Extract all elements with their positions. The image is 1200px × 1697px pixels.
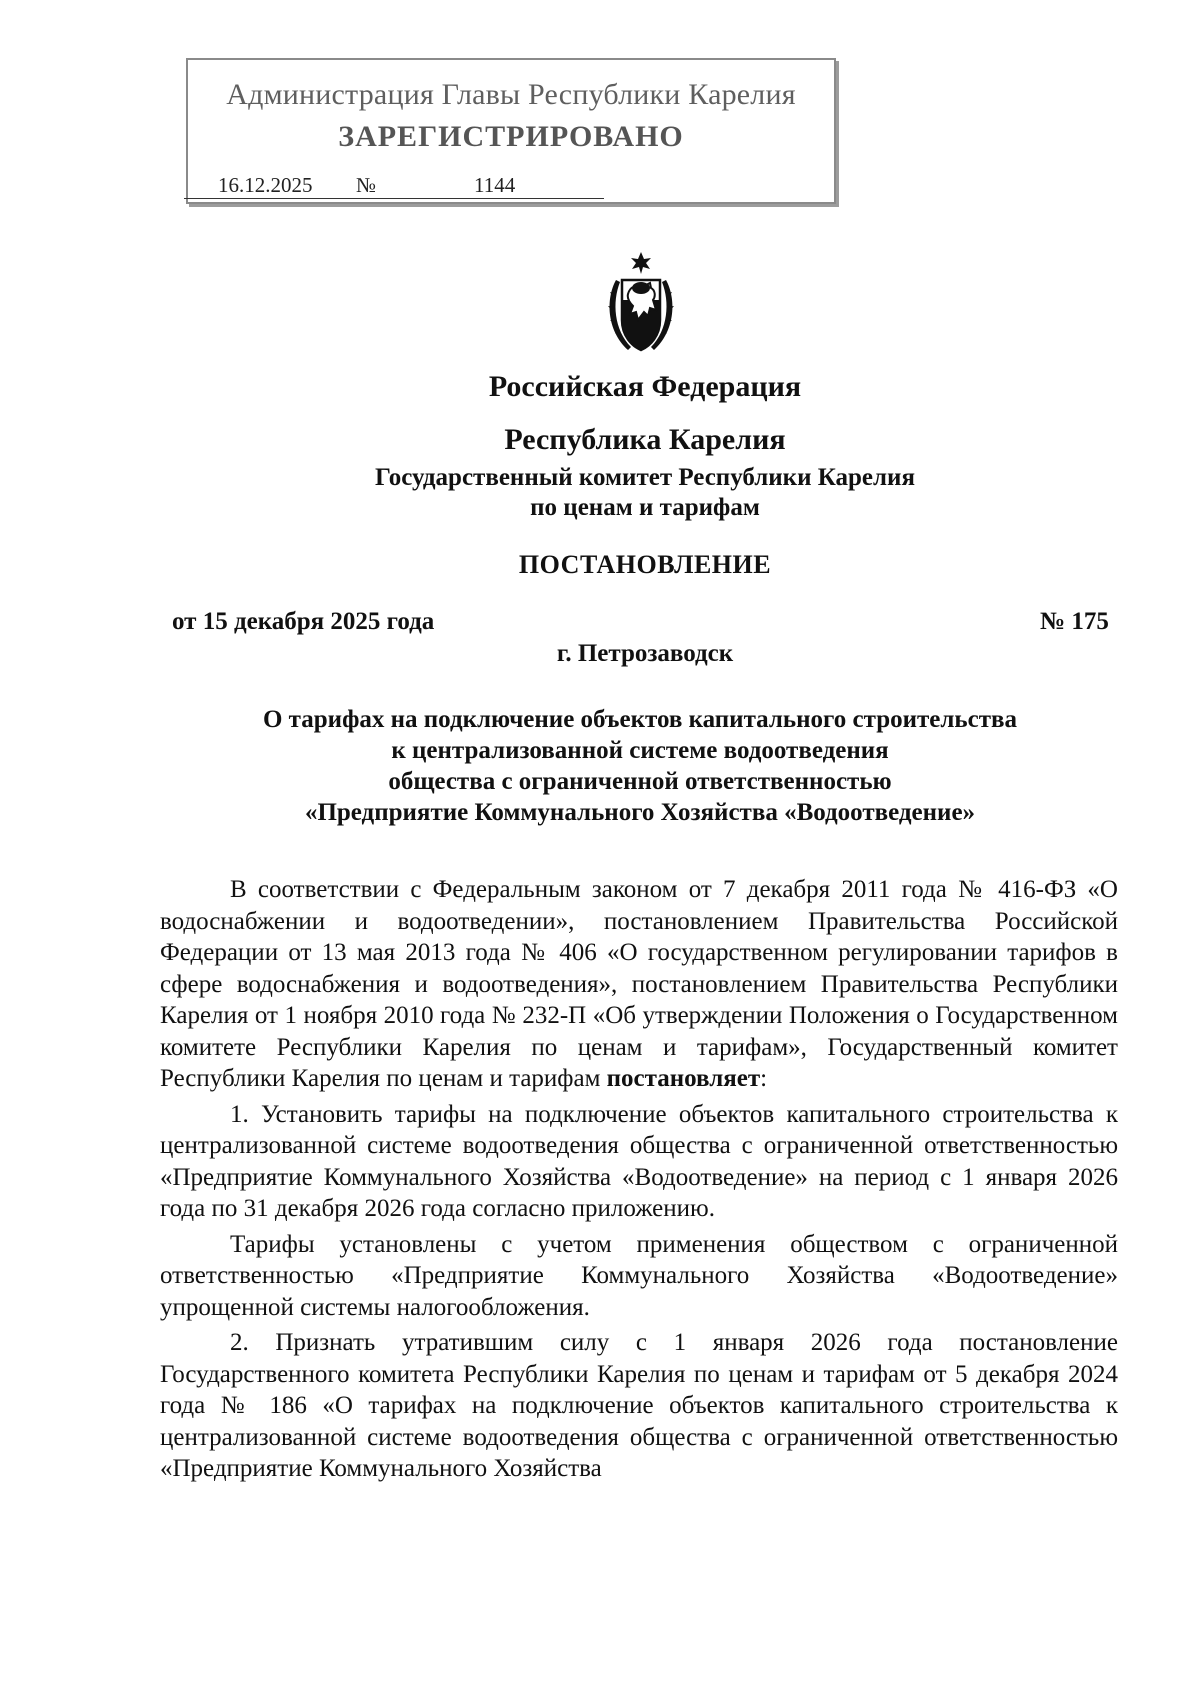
- stamp-number-sign: №: [356, 173, 377, 197]
- coat-of-arms-icon: [598, 250, 684, 362]
- stamp-status: ЗАРЕГИСТРИРОВАНО: [338, 120, 684, 153]
- country-heading: Российская Федерация: [488, 370, 802, 403]
- preamble-paragraph: [160, 874, 1118, 1095]
- resolution-keyword: постановляет: [606, 1065, 761, 1092]
- document-type: ПОСТАНОВЛЕНИЕ: [518, 550, 772, 579]
- stamp-date: 16.12.2025: [218, 173, 313, 197]
- republic-heading: Республика Карелия: [504, 423, 786, 456]
- stamp-number: 1144: [474, 173, 516, 197]
- document-title: [160, 704, 1120, 828]
- document-date: от 15 декабря 2025 года: [172, 608, 435, 635]
- title-line: к централизованной системе водоотведения: [391, 737, 889, 764]
- committee-heading-line1: Государственный комитет Республики Карелия: [375, 464, 915, 491]
- document-body: [160, 874, 1118, 1485]
- registration-stamp: [186, 58, 836, 204]
- item-1-note-paragraph: Тарифы установлены с учетом применения обществом с ограниченной ответственностью «Предприятие Коммунального Хозяйства «Водоотведение» упрощенной системы налогообложения.: [160, 1230, 1118, 1321]
- title-line: О тарифах на подключение объектов капитального строительства: [262, 706, 1018, 733]
- stamp-organization: Администрация Главы Республики Карелия: [226, 78, 796, 111]
- title-line: общества с ограниченной ответственностью: [388, 768, 892, 795]
- document-number: № 175: [1040, 608, 1109, 635]
- preamble-text: В соответствии с Федеральным законом от 7 декабря 2011 года № 416-ФЗ «О водоснабжении и водоотведении», постановлением Правительства Российской Федерации от 13 мая 2013 года № 406 «О государственном регулировании тарифов в сфере водоснабжения и водоотведения», постановлением Правительства Республики Карелия от 1 ноября 2010 года № 232-П «Об утверждении Положения о Государственном комитете Республики Карелия по ценам и тарифам», Государственный комитет Республики Карелия по ценам и тарифам: [160, 876, 1118, 1092]
- item-2-paragraph: 2. Признать утратившим силу с 1 января 2026 года постановление Государственного комитета Республики Карелия по ценам и тарифам от 5 декабря 2024 года № 186 «О тарифах на подключение объектов капитального строительства к централизованной системе водоотведения общества с ограниченной ответственностью «Предприятие Коммунального Хозяйства: [160, 1329, 1118, 1482]
- stamp-registration-line: [184, 173, 604, 199]
- title-line: «Предприятие Коммунального Хозяйства «Водоотведение»: [304, 799, 976, 826]
- item-1-paragraph: 1. Установить тарифы на подключение объектов капитального строительства к централизованной системе водоотведения общества с ограниченной ответственностью «Предприятие Коммунального Хозяйства «Водоотведение» на период с 1 января 2026 года по 31 декабря 2026 года согласно приложению.: [160, 1100, 1118, 1222]
- preamble-end: :: [760, 1065, 768, 1092]
- committee-heading-line2: по ценам и тарифам: [530, 494, 760, 521]
- document-city: г. Петрозаводск: [556, 640, 734, 667]
